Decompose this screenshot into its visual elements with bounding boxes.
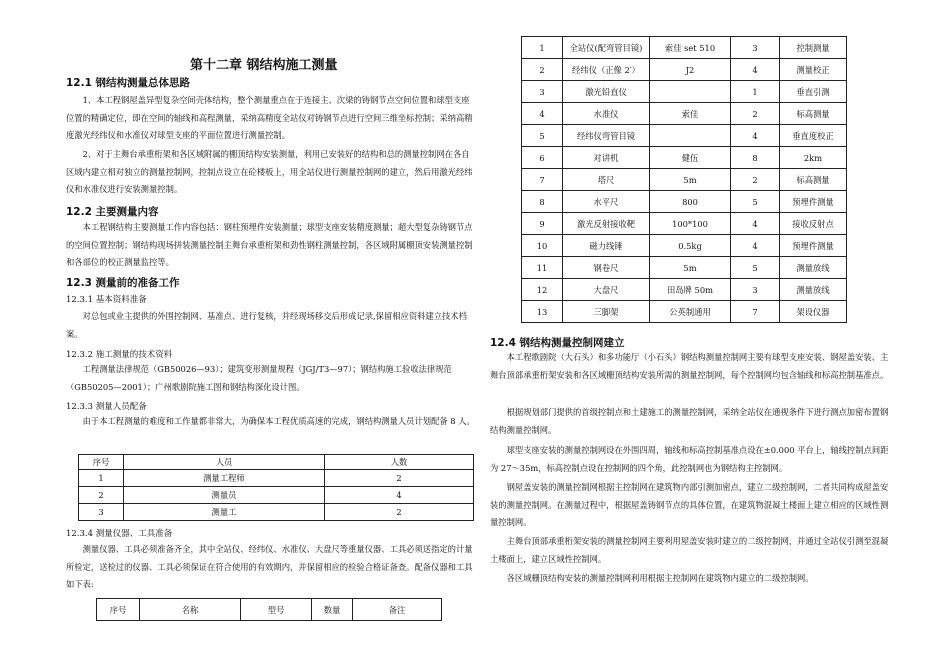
equipment-cell: 4 bbox=[522, 103, 563, 125]
section-12-1-paragraph-2: 2、对于主舞台承重桁架和各区域附属的棚顶结构安装测量，利用已安装好的结构和总的测量控制网在各自区域内建立相对独立的测量控制网，控制点设立在砼楼板上，用全站仪进行测量控制网的建立，然后用激光经纬仪和水准仪进行安装测量控制。 bbox=[66, 149, 473, 194]
staff-header-role: 人员 bbox=[124, 455, 325, 470]
section-12-4-paragraph-6: 各区域栅顶结构安装的测量控制网利用根据主控制网在建筑物内建立的二级控制网。 bbox=[506, 573, 814, 583]
equipment-cell: 标高测量 bbox=[780, 103, 847, 125]
table-row bbox=[522, 103, 847, 125]
staff-cell: 2 bbox=[325, 470, 474, 487]
section-12-4-paragraph-5: 主舞台顶部承重桁架安装的测量控制网主要利用屋盖安装时建立的二级控制网，并通过全站仪引测至混凝土楼面上，建立区域性控制网。 bbox=[490, 536, 889, 564]
equipment-cell: 800 bbox=[650, 191, 731, 213]
section-12-3-heading: 12.3 测量前的准备工作 bbox=[66, 277, 180, 289]
equipment-cell: 4 bbox=[731, 213, 780, 235]
staff-cell: 测量工程师 bbox=[124, 470, 325, 487]
equipment-cell: 公英制通用 bbox=[650, 301, 731, 323]
equipment-cell: 垂直度校正 bbox=[780, 125, 847, 147]
equipment-table bbox=[521, 36, 847, 323]
equip-header-model: 型号 bbox=[241, 599, 312, 621]
equipment-cell: 田岛牌 50m bbox=[650, 279, 731, 301]
table-row bbox=[522, 213, 847, 235]
table-row bbox=[522, 37, 847, 59]
equipment-cell: 测量放线 bbox=[780, 257, 847, 279]
table-row bbox=[522, 81, 847, 103]
equipment-cell bbox=[650, 125, 731, 147]
equipment-cell: 5 bbox=[731, 257, 780, 279]
equipment-cell: 7 bbox=[522, 169, 563, 191]
equipment-cell: 磁力线锤 bbox=[563, 235, 650, 257]
equip-header-name: 名称 bbox=[140, 599, 241, 621]
equip-header-remark: 备注 bbox=[353, 599, 442, 621]
equipment-cell: 8 bbox=[522, 191, 563, 213]
equipment-cell: 6 bbox=[522, 147, 563, 169]
section-12-3-3-paragraph: 由于本工程测量的难度和工作量都非常大，为确保本工程优质高速的完成，钢结构测量人员计划配备 8 人。 bbox=[82, 416, 475, 426]
equipment-cell: 大盘尺 bbox=[563, 279, 650, 301]
section-12-4-paragraph-4: 钢屋盖安装的测量控制网根据主控制网在建筑物内部引测加密点，建立二级控制网，二者共同构成屋盖安装的测量控制网。在测量过程中，根据屋盖铸钢节点的具体位置，在建筑物混凝土楼面上建立相应的区域性测量控制网。 bbox=[490, 482, 889, 527]
section-12-4-paragraph-3: 球型支座安装的测量控制网设在外围四周，轴线和标高控制基准点设在±0.000 平台上，轴线控制点间距为 27～35m，标高控制点设在控制网的四个角，此控制网也为钢结构主控制网。 bbox=[490, 445, 889, 473]
equipment-cell: 接收反射点 bbox=[780, 213, 847, 235]
table-row bbox=[522, 169, 847, 191]
equipment-cell: 13 bbox=[522, 301, 563, 323]
staff-cell: 2 bbox=[79, 487, 124, 504]
equipment-cell: 9 bbox=[522, 213, 563, 235]
section-12-3-2-paragraph: 工程测量法律规范（GB50026—93）；建筑变形测量规程（JGJ/T3—97）；钢结构施工验收法律规范（GB50205—2001）；广州歌剧院施工图和钢结构深化设计图。 bbox=[66, 364, 452, 392]
equipment-header-row bbox=[97, 599, 442, 621]
section-12-1-heading: 12.1 钢结构测量总体思路 bbox=[66, 77, 191, 89]
equipment-cell: 4 bbox=[731, 59, 780, 81]
section-12-4-paragraph-2: 根据规划部门提供的首级控制点和土建施工的测量控制网，采纳全站仪在通视条件下进行测点加密布置钢结构测量控制网。 bbox=[490, 407, 889, 435]
staff-cell: 3 bbox=[79, 504, 124, 521]
table-row bbox=[522, 235, 847, 257]
section-12-2-paragraph: 本工程钢结构主要测量工作内容包括：钢柱预埋件安装测量；球型支座安装精度测量；超大型复杂铸钢节点的空间位置控制；钢结构现场拼装测量控制主舞台承重桁架和劲性钢柱测量控制，各区域附属棚顶安装测量控制和各部位的校正测量监控等。 bbox=[66, 222, 473, 267]
section-12-2-heading: 12.2 主要测量内容 bbox=[66, 206, 159, 218]
equipment-cell: 2 bbox=[731, 103, 780, 125]
table-row bbox=[522, 147, 847, 169]
equipment-cell: 塔尺 bbox=[563, 169, 650, 191]
equipment-cell: 水准仪 bbox=[563, 103, 650, 125]
equipment-cell: 测量放线 bbox=[780, 279, 847, 301]
chapter-title: 第十二章 钢结构施工测量 bbox=[190, 58, 338, 73]
section-12-3-4-paragraph: 测量仪器、工具必须准备齐全，其中全站仪、经纬仪、水准仪、大盘尺等重量仪器、工具必须送指定的计量所检定，送检过的仪器、工具必须保证在符合使用的有效期内，并保留相应的检验合格证备查。配备仪器和工具如下表: bbox=[66, 544, 473, 589]
table-row bbox=[79, 470, 474, 487]
equipment-table-header bbox=[96, 598, 442, 621]
section-12-3-3-heading: 12.3.3 测量人员配备 bbox=[66, 402, 147, 412]
equipment-cell: 3 bbox=[731, 279, 780, 301]
equipment-cell bbox=[650, 81, 731, 103]
equipment-cell: 2km bbox=[780, 147, 847, 169]
section-12-4-paragraph-1: 本工程歌剧院（大石头）和多功能厅（小石头）钢结构测量控制网主要有球型支座安装、钢屋盖安装、主舞台顶部承重桁架安装和各区域栅顶结构安装所需的测量控制网，每个控制网均包含轴线和标高控制基准点。 bbox=[490, 352, 889, 380]
equipment-cell: 索佳 bbox=[650, 103, 731, 125]
equipment-cell: 5m bbox=[650, 169, 731, 191]
equipment-cell: 控制测量 bbox=[780, 37, 847, 59]
section-12-3-1-heading: 12.3.1 基本资料准备 bbox=[66, 295, 147, 305]
table-row bbox=[79, 504, 474, 521]
equipment-cell: 4 bbox=[731, 235, 780, 257]
table-row bbox=[522, 59, 847, 81]
equipment-cell: 5 bbox=[522, 125, 563, 147]
section-12-3-2-heading: 12.3.2 施工测量的技术资料 bbox=[66, 350, 173, 360]
equip-header-no: 序号 bbox=[97, 599, 140, 621]
equipment-cell: 11 bbox=[522, 257, 563, 279]
equipment-cell: 12 bbox=[522, 279, 563, 301]
section-12-3-4-heading: 12.3.4 测量仪器、工具准备 bbox=[66, 529, 173, 539]
table-row bbox=[522, 279, 847, 301]
equipment-cell: 4 bbox=[731, 125, 780, 147]
equipment-cell: 8 bbox=[731, 147, 780, 169]
equipment-cell: 全站仪(配弯管目镜) bbox=[563, 37, 650, 59]
equipment-cell: 预埋件测量 bbox=[780, 191, 847, 213]
equipment-cell: 三脚架 bbox=[563, 301, 650, 323]
equipment-cell: 对讲机 bbox=[563, 147, 650, 169]
equipment-cell: 健伍 bbox=[650, 147, 731, 169]
equipment-cell: 10 bbox=[522, 235, 563, 257]
equipment-cell: 激光反射接收靶 bbox=[563, 213, 650, 235]
staff-cell: 2 bbox=[325, 504, 474, 521]
section-12-4-heading: 12.4 钢结构测量控制网建立 bbox=[490, 337, 625, 349]
staff-cell: 1 bbox=[79, 470, 124, 487]
staff-header-no: 序号 bbox=[79, 455, 124, 470]
staff-header-count: 人数 bbox=[325, 455, 474, 470]
equipment-cell: 水平尺 bbox=[563, 191, 650, 213]
equipment-cell: 预埋件测量 bbox=[780, 235, 847, 257]
equipment-cell: 3 bbox=[731, 37, 780, 59]
equipment-cell: 索佳 set 510 bbox=[650, 37, 731, 59]
equipment-cell: 1 bbox=[731, 81, 780, 103]
table-row bbox=[522, 301, 847, 323]
section-12-3-1-paragraph: 对总包或业主提供的外围控制网、基准点、进行复核，并经现场移交后形成记录,保留相应资料建立技术档案。 bbox=[66, 311, 467, 339]
equipment-cell: 100*100 bbox=[650, 213, 731, 235]
equipment-cell: 激光铅直仪 bbox=[563, 81, 650, 103]
equipment-cell: 经纬仪弯管目镜 bbox=[563, 125, 650, 147]
table-row bbox=[522, 191, 847, 213]
equipment-cell: 标高测量 bbox=[780, 169, 847, 191]
table-row bbox=[522, 125, 847, 147]
equip-header-qty: 数量 bbox=[312, 599, 353, 621]
equipment-cell: 7 bbox=[731, 301, 780, 323]
equipment-cell: 0.5kg bbox=[650, 235, 731, 257]
equipment-cell: 垂直引测 bbox=[780, 81, 847, 103]
table-row bbox=[522, 257, 847, 279]
section-12-1-paragraph-1: 1、本工程钢屋盖异型复杂空间壳体结构，整个测量重点在于连接主、次梁的铸钢节点空间位置和球型支座位置的精确定位，即在空间的轴线和高程测量，采纳高精度全站仪对铸钢节点进行空间三维坐标控制；采纳高精度激光经纬仪和水准仪对球型支座的平面位置进行测量控制。 bbox=[66, 95, 473, 140]
table-row bbox=[79, 487, 474, 504]
equipment-cell: 1 bbox=[522, 37, 563, 59]
staff-table bbox=[78, 454, 474, 521]
equipment-cell: 3 bbox=[522, 81, 563, 103]
equipment-cell: 经纬仪（正像 2′） bbox=[563, 59, 650, 81]
staff-table-header bbox=[79, 455, 474, 470]
equipment-cell: 5m bbox=[650, 257, 731, 279]
equipment-cell: 钢卷尺 bbox=[563, 257, 650, 279]
staff-cell: 测量员 bbox=[124, 487, 325, 504]
equipment-cell: 5 bbox=[731, 191, 780, 213]
staff-cell: 4 bbox=[325, 487, 474, 504]
equipment-cell: 2 bbox=[522, 59, 563, 81]
equipment-cell: J2 bbox=[650, 59, 731, 81]
equipment-cell: 架设仪器 bbox=[780, 301, 847, 323]
staff-cell: 测量工 bbox=[124, 504, 325, 521]
equipment-cell: 2 bbox=[731, 169, 780, 191]
equipment-cell: 测量校正 bbox=[780, 59, 847, 81]
